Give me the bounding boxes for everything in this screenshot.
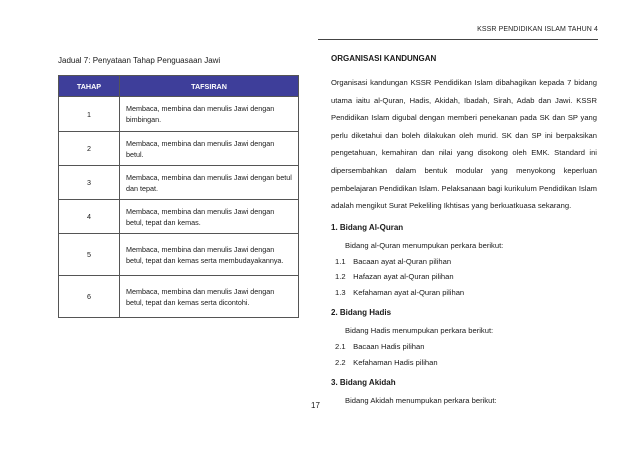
column-header-level: TAHAP [59, 76, 120, 97]
sub-list-hadis [335, 339, 597, 370]
running-header-text: KSSR PENDIDIKAN ISLAM TAHUN 4 [477, 26, 598, 33]
content-organisation-section [331, 52, 597, 405]
list-item-number: 1.3 [335, 287, 346, 297]
section-title: ORGANISASI KANDUNGAN [331, 54, 437, 63]
list-item-text: Bacaan Hadis pilihan [353, 342, 425, 352]
level-cell: 3 [59, 166, 120, 200]
list-item [335, 339, 597, 355]
level-cell: 2 [59, 132, 120, 166]
level-cell: 4 [59, 200, 120, 234]
table-caption: Jadual 7: Penyataan Tahap Penguasaan Jawi [58, 56, 221, 65]
table-row [59, 132, 299, 166]
table-row [59, 166, 299, 200]
level-cell: 6 [59, 276, 120, 318]
list-item [335, 254, 597, 270]
level-cell: 1 [59, 97, 120, 132]
interpretation-cell: Membaca, membina dan menulis Jawi dengan bimbingan. [120, 97, 299, 132]
header-rule [318, 39, 598, 40]
list-item-number: 2.2 [335, 357, 346, 367]
list-item [335, 285, 597, 301]
column-header-interpretation: TAFSIRAN [120, 76, 299, 97]
list-item-text: Hafazan ayat al-Quran pilihan [353, 272, 454, 282]
interpretation-cell: Membaca, membina dan menulis Jawi dengan betul, tepat dan kemas. [120, 200, 299, 234]
table-row [59, 234, 299, 276]
table-row [59, 276, 299, 318]
interpretation-cell: Membaca, membina dan menulis Jawi dengan betul. [120, 132, 299, 166]
list-item [335, 269, 597, 285]
level-cell: 5 [59, 234, 120, 276]
list-item [335, 355, 597, 371]
list-item-number: 1.1 [335, 256, 346, 266]
item-heading-hadis: 2. Bidang Hadis [331, 308, 392, 318]
table-row [59, 97, 299, 132]
item-lead-al-quran: Bidang al-Quran menumpukan perkara berikut: [345, 240, 504, 250]
interpretation-cell: Membaca, membina dan menulis Jawi dengan betul, tepat dan kemas serta dicontohi. [120, 276, 299, 318]
item-heading-akidah: 3. Bidang Akidah [331, 378, 396, 388]
interpretation-cell: Membaca, membina dan menulis Jawi dengan betul dan tepat. [120, 166, 299, 200]
item-heading-al-quran: 1. Bidang Al-Quran [331, 222, 404, 232]
list-item-text: Kefahaman Hadis pilihan [353, 357, 438, 367]
page-number: 17 [311, 401, 320, 410]
table-header-row [59, 76, 299, 97]
sub-list-al-quran [335, 254, 597, 301]
item-lead-hadis: Bidang Hadis menumpukan perkara berikut: [345, 326, 494, 336]
list-item-number: 2.1 [335, 342, 346, 352]
item-lead-akidah: Bidang Akidah menumpukan perkara berikut: [345, 396, 497, 406]
mastery-level-table [58, 75, 299, 318]
list-item-number: 1.2 [335, 272, 346, 282]
intro-paragraph: Organisasi kandungan KSSR Pendidikan Islam dibahagikan kepada 7 bidang utama iaitu al-Quran, Hadis, Akidah, Ibadah, Sirah, Adab dan Jawi. KSSR Pendidikan Islam digubal dengan memberi penekanan pada SK dan SP yang perlu diketahui dan boleh dilakukan oleh murid. SK dan SP ini berpaksikan pengetahuan, kemahiran dan nilai yang disokong oleh EMK. Standard ini dipersembahkan dalam bentuk modular yang menyokong keperluan pembelajaran Pendidikan Islam. Pelaksanaan bagi kurikulum Pendidikan Islam adalah mengikut Surat Pekeliling Ikhtisas yang berkuatkuasa sekarang. [331, 78, 597, 211]
list-item-text: Kefahaman ayat al-Quran pilihan [353, 287, 465, 297]
list-item-text: Bacaan ayat al-Quran pilihan [353, 256, 452, 266]
table-row [59, 200, 299, 234]
running-header [318, 26, 598, 37]
interpretation-cell: Membaca, membina dan menulis Jawi dengan betul, tepat dan kemas serta membudayakannya. [120, 234, 299, 276]
